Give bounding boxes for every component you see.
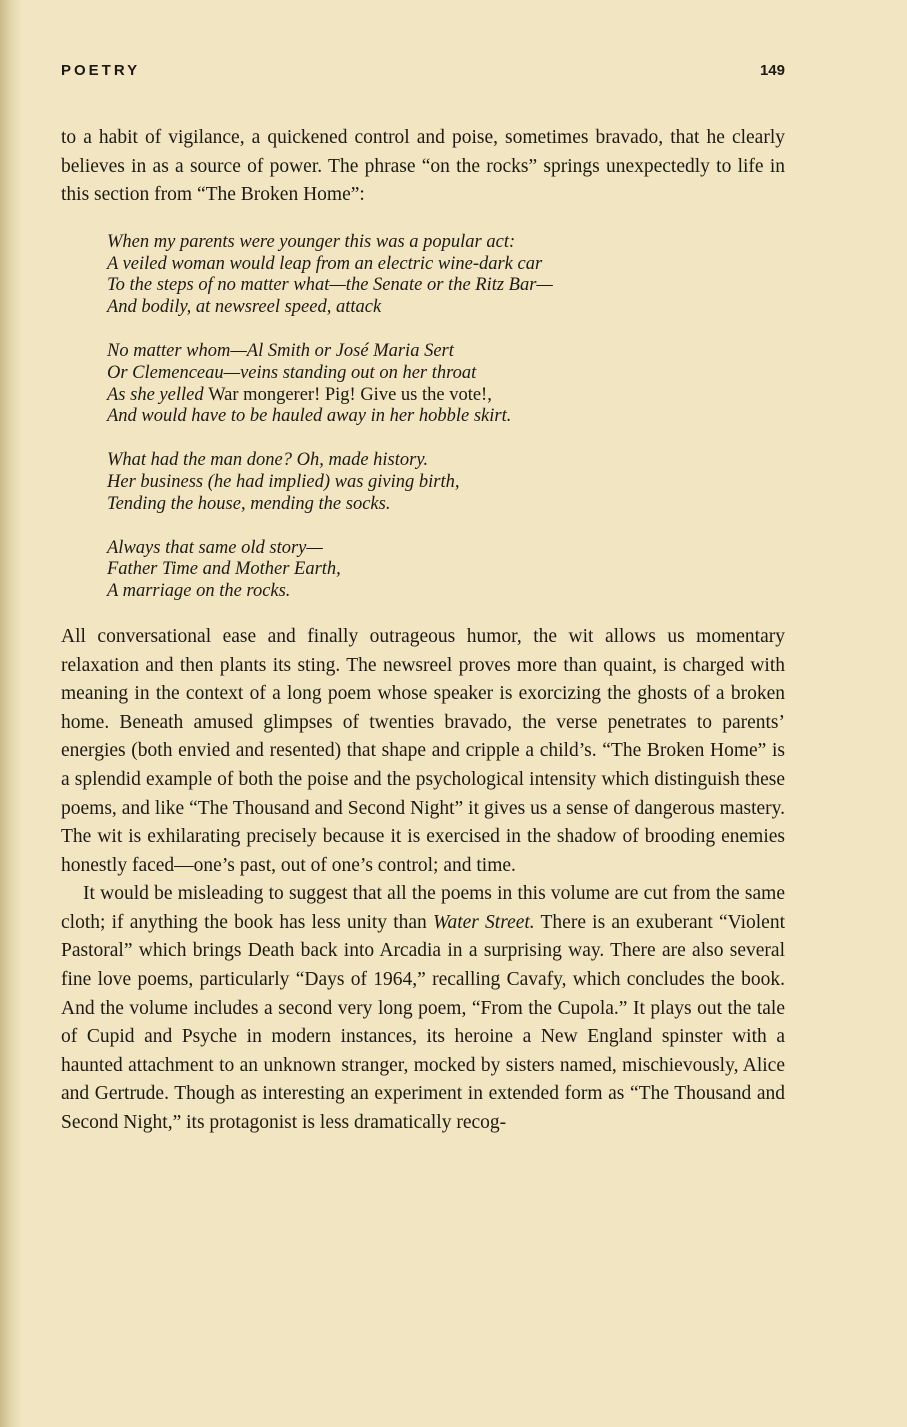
poem-line: And bodily, at newsreel speed, attack [107,297,382,318]
poem-line: A marriage on the rocks. [107,581,291,602]
paragraph-final-text-1: It would be misleading to suggest that all the poems in this volume are cut from the same cloth; if anything the book has less unity than [61,883,785,933]
poem-line-roman-part: War mongerer! Pig! Give us the vote!, [208,384,492,405]
book-page [61,62,785,1138]
poem-line: What had the man done? Oh, made history. [107,450,429,471]
book-gutter-shadow [0,0,22,1427]
poem-excerpt [107,232,785,603]
poem-line: Always that same old story— [107,537,323,558]
running-head-title: POETRY [61,62,141,79]
poem-line: Or Clemenceau—veins standing out on her throat [107,362,477,383]
poem-line: Father Time and Mother Earth, [107,559,341,580]
book-title: Water Street. [432,911,535,933]
paragraph-final-text-2: There is an exuberant “Violent Pastoral” which brings Death back into Arcadia in a surprising way. There are also several fine love poems, particularly “Days of 1964,” recalling Cavafy, which concludes the book. And the volume includes a second very long poem, “From the Cupola.” It plays out the tale of Cupid and Psyche in modern instances, its heroine a New England spinster with a haunted attachment to an unknown stranger, mocked by sisters named, mischievously, Alice and Gertrude. Though as interesting an experiment in extended form as “The Thousand and Second Night,” its protagonist is less dramatically recog- [61,911,785,1134]
poem-stanza-2 [107,341,785,428]
paragraph-final [61,880,785,1137]
poem-line: No matter whom—Al Smith or José Maria Sert [107,340,454,361]
poem-stanza-4 [107,538,785,603]
page-number: 149 [759,62,785,79]
poem-line [107,385,785,407]
poem-line: And would have to be hauled away in her hobble skirt. [107,406,512,427]
poem-line-italic-part: As she yelled [107,384,209,405]
poem-line: Tending the house, mending the socks. [107,493,391,514]
poem-line: To the steps of no matter what—the Senate or the Ritz Bar— [107,275,553,296]
poem-line: A veiled woman would leap from an electric wine-dark car [107,253,543,274]
poem-line: Her business (he had implied) was giving birth, [107,471,460,492]
poem-stanza-1 [107,232,785,319]
running-head [61,62,785,92]
poem-line: When my parents were younger this was a popular act: [107,231,516,252]
poem-stanza-3 [107,450,785,515]
paragraph-intro: to a habit of vigilance, a quickened control and poise, sometimes bravado, that he clearly believes in as a source of power. The phrase “on the rocks” springs unexpectedly to life in this section from “The Broken Home”: [61,127,785,206]
paragraph-commentary: All conversational ease and finally outrageous humor, the wit allows us momentary relaxation and then plants its sting. The newsreel proves more than quaint, is charged with meaning in the context of a long poem whose speaker is exorcizing the ghosts of a broken home. Beneath amused glimpses of twenties bravado, the verse penetrates to parents’ energies (both envied and resented) that shape and cripple a child’s. “The Broken Home” is a splendid example of both the poise and the psychological intensity which distinguish these poems, and like “The Thousand and Second Night” it gives us a sense of dangerous mastery. The wit is exhilarating precisely because it is exercised in the shadow of brooding enemies honestly faced—one’s past, out of one’s control; and time. [61,625,785,876]
